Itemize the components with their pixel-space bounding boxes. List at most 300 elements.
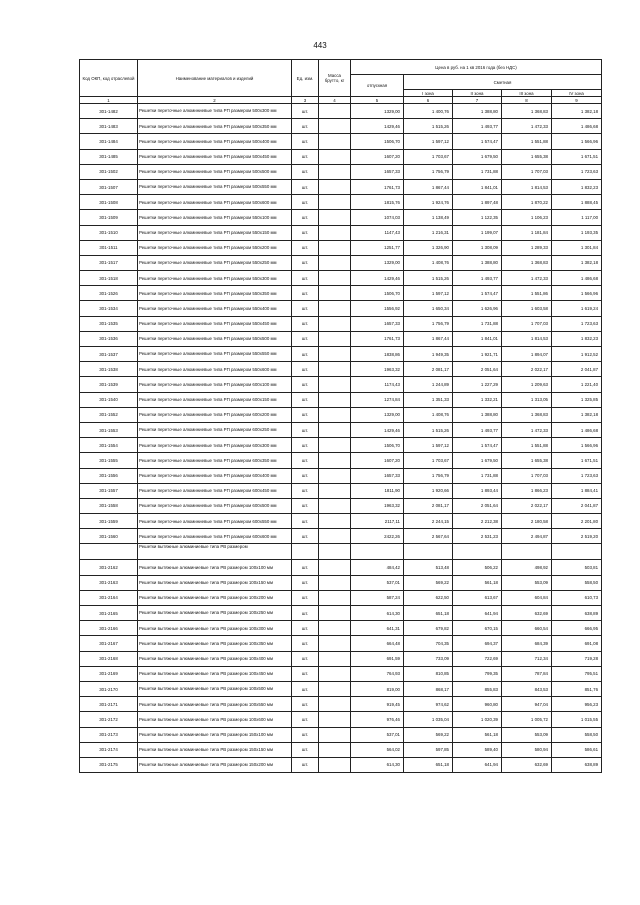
item-release-price: 764,93 <box>351 666 404 681</box>
item-price-zone-2: 855,83 <box>453 681 502 696</box>
table-row <box>80 483 602 498</box>
item-price-zone-1: 679,82 <box>404 621 453 636</box>
item-price-zone-3: 498,92 <box>502 560 552 575</box>
item-release-price: 1329,00 <box>351 255 404 270</box>
header-unit: Ед. изм. <box>292 60 319 97</box>
item-price-zone-3: 553,09 <box>502 575 552 590</box>
item-price-zone-3: 1 866,23 <box>502 483 552 498</box>
item-code: 301-1552 <box>80 407 138 422</box>
item-price-zone-2: 1 493,77 <box>453 422 502 437</box>
item-price-zone-2: 1 388,80 <box>453 255 502 270</box>
item-mass <box>319 757 351 772</box>
item-price-zone-3: 1 472,33 <box>502 119 552 134</box>
item-mass <box>319 195 351 210</box>
item-release-price: 1506,70 <box>351 134 404 149</box>
item-code: 301-1556 <box>80 468 138 483</box>
item-mass <box>319 727 351 742</box>
item-price-zone-1: 1 216,31 <box>404 225 453 240</box>
item-mass <box>319 498 351 513</box>
item-unit: шт. <box>292 666 319 681</box>
item-unit: шт. <box>292 590 319 605</box>
item-unit: шт. <box>292 392 319 407</box>
item-code: 301-2174 <box>80 742 138 757</box>
item-unit: шт. <box>292 575 319 590</box>
item-name: Решетки вытяжные алюминиевые типа РВ размером 100x450 мм <box>138 666 292 681</box>
item-mass <box>319 483 351 498</box>
item-code: 301-1511 <box>80 240 138 255</box>
table-row <box>80 498 602 513</box>
item-release-price: 614,30 <box>351 606 404 621</box>
item-price-zone-1: 1 515,26 <box>404 422 453 437</box>
item-price-zone-2: 641,94 <box>453 606 502 621</box>
page-number: 443 <box>313 41 327 50</box>
item-name: Решетки переточные алюминиевые типа РП размером 500x550 мм <box>138 179 292 194</box>
item-name: Решетки переточные алюминиевые типа РП размером 500x350 мм <box>138 119 292 134</box>
item-name: Решетки вытяжные алюминиевые типа РВ размером 100x550 мм <box>138 697 292 712</box>
item-release-price: 1429,46 <box>351 422 404 437</box>
item-price-zone-3: 1 368,83 <box>502 104 552 119</box>
item-name: Решетки переточные алюминиевые типа РП размером 550x350 мм <box>138 286 292 301</box>
item-release-price: 1429,46 <box>351 119 404 134</box>
table-row <box>80 134 602 149</box>
item-price-zone-3: 1 368,83 <box>502 407 552 422</box>
item-unit: шт. <box>292 606 319 621</box>
item-price-zone-3: 1 894,07 <box>502 347 552 362</box>
item-name: Решетки переточные алюминиевые типа РП размером 600x450 мм <box>138 483 292 498</box>
item-unit: шт. <box>292 422 319 437</box>
item-price-zone-1: 1 650,34 <box>404 301 453 316</box>
item-price-zone-2: 1 574,47 <box>453 134 502 149</box>
item-price-zone-3: 1 106,23 <box>502 210 552 225</box>
item-price-zone-3: 1 472,33 <box>502 271 552 286</box>
item-price-zone-3: 712,34 <box>502 651 552 666</box>
item-price-zone-4: 610,73 <box>552 590 602 605</box>
item-code: 301-2173 <box>80 727 138 742</box>
item-code: 301-1526 <box>80 286 138 301</box>
item-code: 301-1536 <box>80 331 138 346</box>
item-unit: шт. <box>292 742 319 757</box>
item-price-zone-1: 1 597,12 <box>404 438 453 453</box>
item-code: 301-1537 <box>80 347 138 362</box>
item-price-zone-3: 553,09 <box>502 727 552 742</box>
item-name: Решетки переточные алюминиевые типа РП размером 550x300 мм <box>138 271 292 286</box>
item-name: Решетки вытяжные алюминиевые типа РВ размером 150x100 мм <box>138 727 292 742</box>
item-price-zone-3: 580,94 <box>502 742 552 757</box>
item-price-zone-1: 1 408,76 <box>404 255 453 270</box>
table-row <box>80 560 602 575</box>
item-price-zone-2: 1 731,88 <box>453 164 502 179</box>
item-price-zone-4: 1 723,63 <box>552 164 602 179</box>
item-price-zone-1: 2 567,64 <box>404 529 453 544</box>
item-price-zone-1: 1 756,79 <box>404 316 453 331</box>
table-row <box>80 742 602 757</box>
item-price-zone-3: 2 022,17 <box>502 362 552 377</box>
item-release-price: 1147,43 <box>351 225 404 240</box>
item-code: 301-1560 <box>80 529 138 544</box>
item-mass <box>319 560 351 575</box>
item-release-price: 1506,70 <box>351 286 404 301</box>
column-number: 3 <box>292 97 319 104</box>
item-release-price: 1607,20 <box>351 149 404 164</box>
item-price-zone-1: 1 867,44 <box>404 331 453 346</box>
item-price-zone-3: 632,69 <box>502 606 552 621</box>
item-mass <box>319 636 351 651</box>
table-row <box>80 195 602 210</box>
item-unit: шт. <box>292 316 319 331</box>
item-mass <box>319 666 351 681</box>
item-mass <box>319 514 351 529</box>
item-code: 301-1517 <box>80 255 138 270</box>
item-name: Решетки переточные алюминиевые типа РП размером 550x600 мм <box>138 362 292 377</box>
item-price-zone-2: 2 531,23 <box>453 529 502 544</box>
item-price-zone-1: 2 081,17 <box>404 362 453 377</box>
item-price-zone-3: 1 551,88 <box>502 134 552 149</box>
item-code: 301-1557 <box>80 483 138 498</box>
table-row <box>80 438 602 453</box>
item-release-price: 1251,77 <box>351 240 404 255</box>
item-mass <box>319 422 351 437</box>
header-estimate: Сметная <box>404 75 602 90</box>
item-name: Решетки переточные алюминиевые типа РП размером 500x450 мм <box>138 149 292 164</box>
item-price-zone-3: 632,69 <box>502 757 552 772</box>
item-unit: шт. <box>292 712 319 727</box>
item-price-zone-4: 1 382,18 <box>552 104 602 119</box>
item-unit: шт. <box>292 514 319 529</box>
item-mass <box>319 362 351 377</box>
item-price-zone-1: 1 867,44 <box>404 179 453 194</box>
item-code: 301-1509 <box>80 210 138 225</box>
item-mass <box>319 164 351 179</box>
header-zone-2: II зона <box>453 90 502 97</box>
item-unit: шт. <box>292 468 319 483</box>
item-code: 301-2162 <box>80 560 138 575</box>
item-price-zone-1: 651,18 <box>404 606 453 621</box>
item-mass <box>319 149 351 164</box>
item-price-zone-1: 569,22 <box>404 727 453 742</box>
item-mass <box>319 331 351 346</box>
table-row <box>80 422 602 437</box>
table-row <box>80 681 602 696</box>
item-price-zone-4: 1 723,63 <box>552 468 602 483</box>
item-code: 301-2170 <box>80 681 138 696</box>
table-row <box>80 453 602 468</box>
item-unit: шт. <box>292 453 319 468</box>
item-price-zone-2: 561,18 <box>453 727 502 742</box>
item-code: 301-1553 <box>80 422 138 437</box>
item-price-zone-2: 1 493,77 <box>453 119 502 134</box>
item-price-zone-1: 1 756,79 <box>404 468 453 483</box>
item-unit: шт. <box>292 195 319 210</box>
item-name: Решетки переточные алюминиевые типа РП размером 500x300 мм <box>138 104 292 119</box>
table-row <box>80 286 602 301</box>
item-price-zone-4: 2 201,80 <box>552 514 602 529</box>
item-price-zone-4: 795,51 <box>552 666 602 681</box>
item-price-zone-2: 1 199,07 <box>453 225 502 240</box>
item-price-zone-1: 622,50 <box>404 590 453 605</box>
item-price-zone-2: 1 493,77 <box>453 271 502 286</box>
item-price-zone-3: 843,53 <box>502 681 552 696</box>
item-mass <box>319 347 351 362</box>
header-name: Наименование материалов и изделий <box>138 60 292 97</box>
item-price-zone-1: 1 138,49 <box>404 210 453 225</box>
section-title: Решетки вытяжные алюминиевые типа РВ размером <box>138 544 292 560</box>
header-zone-1: I зона <box>404 90 453 97</box>
item-unit: шт. <box>292 757 319 772</box>
item-price-zone-4: 1 117,00 <box>552 210 602 225</box>
item-name: Решетки переточные алюминиевые типа РП размером 500x600 мм <box>138 195 292 210</box>
item-price-zone-1: 704,35 <box>404 636 453 651</box>
item-name: Решетки переточные алюминиевые типа РП размером 550x250 мм <box>138 255 292 270</box>
item-unit: шт. <box>292 681 319 696</box>
item-mass <box>319 606 351 621</box>
item-unit: шт. <box>292 362 319 377</box>
table-row <box>80 468 602 483</box>
item-code: 301-2164 <box>80 590 138 605</box>
item-mass <box>319 529 351 544</box>
item-release-price: 1963,32 <box>351 498 404 513</box>
item-unit: шт. <box>292 347 319 362</box>
item-release-price: 1329,00 <box>351 407 404 422</box>
item-release-price: 819,00 <box>351 681 404 696</box>
item-price-zone-1: 868,17 <box>404 681 453 696</box>
item-price-zone-2: 1 332,21 <box>453 392 502 407</box>
item-price-zone-2: 1 841,01 <box>453 331 502 346</box>
item-price-zone-2: 561,18 <box>453 575 502 590</box>
item-price-zone-3: 1 551,88 <box>502 438 552 453</box>
item-code: 301-1558 <box>80 498 138 513</box>
item-price-zone-1: 1 703,67 <box>404 453 453 468</box>
item-price-zone-4: 1 832,23 <box>552 331 602 346</box>
item-code: 301-1554 <box>80 438 138 453</box>
item-price-zone-4: 2 041,87 <box>552 362 602 377</box>
item-price-zone-4: 1 325,85 <box>552 392 602 407</box>
item-price-zone-4: 1 912,52 <box>552 347 602 362</box>
table-row <box>80 651 602 666</box>
header-release: отпускная <box>351 75 404 97</box>
item-price-zone-4: 1 671,51 <box>552 149 602 164</box>
item-release-price: 1074,03 <box>351 210 404 225</box>
item-price-zone-2: 1 897,48 <box>453 195 502 210</box>
item-price-zone-3: 787,84 <box>502 666 552 681</box>
item-price-zone-4: 558,50 <box>552 727 602 742</box>
table-row <box>80 255 602 270</box>
table-row <box>80 225 602 240</box>
table-row <box>80 590 602 605</box>
item-mass <box>319 271 351 286</box>
item-mass <box>319 316 351 331</box>
item-name: Решетки вытяжные алюминиевые типа РВ размером 150x200 мм <box>138 757 292 772</box>
item-code: 301-1483 <box>80 119 138 134</box>
item-price-zone-1: 1 351,33 <box>404 392 453 407</box>
item-price-zone-4: 558,50 <box>552 575 602 590</box>
item-name: Решетки вытяжные алюминиевые типа РВ размером 100x500 мм <box>138 681 292 696</box>
item-code: 301-2172 <box>80 712 138 727</box>
item-price-zone-1: 597,85 <box>404 742 453 757</box>
table-row <box>80 104 602 119</box>
item-price-zone-4: 666,95 <box>552 621 602 636</box>
item-price-zone-4: 691,08 <box>552 636 602 651</box>
item-code: 301-1482 <box>80 104 138 119</box>
item-name: Решетки вытяжные алюминиевые типа РВ размером 100x150 мм <box>138 575 292 590</box>
item-unit: шт. <box>292 560 319 575</box>
item-release-price: 664,48 <box>351 636 404 651</box>
item-release-price: 919,45 <box>351 697 404 712</box>
item-release-price: 1506,70 <box>351 438 404 453</box>
item-release-price: 2422,26 <box>351 529 404 544</box>
item-unit: шт. <box>292 621 319 636</box>
table-row <box>80 529 602 544</box>
table-body-rp <box>80 104 602 544</box>
item-price-zone-3: 1 551,86 <box>502 286 552 301</box>
item-price-zone-3: 604,84 <box>502 590 552 605</box>
item-price-zone-2: 1 841,01 <box>453 179 502 194</box>
item-mass <box>319 468 351 483</box>
table-row <box>80 331 602 346</box>
item-mass <box>319 286 351 301</box>
item-price-zone-3: 1 870,22 <box>502 195 552 210</box>
item-unit: шт. <box>292 164 319 179</box>
item-price-zone-3: 1 655,38 <box>502 149 552 164</box>
item-name: Решетки переточные алюминиевые типа РП размером 600x250 мм <box>138 422 292 437</box>
item-price-zone-4: 2 519,20 <box>552 529 602 544</box>
item-price-zone-3: 660,54 <box>502 621 552 636</box>
item-code: 301-2169 <box>80 666 138 681</box>
table-row <box>80 377 602 392</box>
item-unit: шт. <box>292 697 319 712</box>
item-price-zone-3: 1 181,84 <box>502 225 552 240</box>
item-unit: шт. <box>292 407 319 422</box>
item-unit: шт. <box>292 119 319 134</box>
item-code: 301-1518 <box>80 271 138 286</box>
item-code: 301-2175 <box>80 757 138 772</box>
item-mass <box>319 104 351 119</box>
item-price-zone-1: 810,85 <box>404 666 453 681</box>
item-release-price: 1274,84 <box>351 392 404 407</box>
item-price-zone-3: 1 707,03 <box>502 468 552 483</box>
item-code: 301-1484 <box>80 134 138 149</box>
item-price-zone-2: 1 921,71 <box>453 347 502 362</box>
item-release-price: 614,30 <box>351 757 404 772</box>
item-release-price: 1963,32 <box>351 362 404 377</box>
item-price-zone-2: 506,22 <box>453 560 502 575</box>
item-price-zone-2: 799,35 <box>453 666 502 681</box>
item-price-zone-1: 1 924,76 <box>404 195 453 210</box>
item-mass <box>319 301 351 316</box>
item-price-zone-4: 1 221,40 <box>552 377 602 392</box>
table-row <box>80 240 602 255</box>
item-code: 301-1534 <box>80 301 138 316</box>
item-unit: шт. <box>292 529 319 544</box>
item-price-zone-1: 974,62 <box>404 697 453 712</box>
item-price-zone-4: 1 884,41 <box>552 483 602 498</box>
item-name: Решетки переточные алюминиевые типа РП размером 600x100 мм <box>138 377 292 392</box>
table-row <box>80 392 602 407</box>
item-name: Решетки вытяжные алюминиевые типа РВ размером 100x600 мм <box>138 712 292 727</box>
table-row <box>80 347 602 362</box>
item-price-zone-3: 1 289,33 <box>502 240 552 255</box>
item-release-price: 641,31 <box>351 621 404 636</box>
item-code: 301-1538 <box>80 362 138 377</box>
table-row <box>80 316 602 331</box>
item-name: Решетки переточные алюминиевые типа РП размером 550x550 мм <box>138 347 292 362</box>
item-unit: шт. <box>292 271 319 286</box>
item-name: Решетки переточные алюминиевые типа РП размером 600x400 мм <box>138 468 292 483</box>
item-release-price: 691,59 <box>351 651 404 666</box>
item-mass <box>319 453 351 468</box>
item-price-zone-3: 1 368,83 <box>502 255 552 270</box>
section-row <box>80 544 602 560</box>
item-release-price: 1556,92 <box>351 301 404 316</box>
item-price-zone-1: 1 035,04 <box>404 712 453 727</box>
item-mass <box>319 179 351 194</box>
item-price-zone-2: 1 679,50 <box>453 149 502 164</box>
item-mass <box>319 210 351 225</box>
item-price-zone-2: 1 679,50 <box>453 453 502 468</box>
item-price-zone-3: 1 313,05 <box>502 392 552 407</box>
item-price-zone-4: 2 041,87 <box>552 498 602 513</box>
item-mass <box>319 255 351 270</box>
item-price-zone-2: 694,37 <box>453 636 502 651</box>
item-price-zone-2: 2 051,64 <box>453 498 502 513</box>
table-row <box>80 575 602 590</box>
header-zone-3: III зона <box>502 90 552 97</box>
column-number: 2 <box>138 97 292 104</box>
table-row <box>80 271 602 286</box>
item-unit: шт. <box>292 149 319 164</box>
item-price-zone-1: 1 703,67 <box>404 149 453 164</box>
item-price-zone-3: 1 814,53 <box>502 179 552 194</box>
item-name: Решетки вытяжные алюминиевые типа РВ размером 100x300 мм <box>138 621 292 636</box>
table-row <box>80 636 602 651</box>
item-price-zone-4: 1 888,45 <box>552 195 602 210</box>
item-unit: шт. <box>292 240 319 255</box>
item-release-price: 564,02 <box>351 742 404 757</box>
item-name: Решетки переточные алюминиевые типа РП размером 600x200 мм <box>138 407 292 422</box>
item-mass <box>319 377 351 392</box>
item-release-price: 1657,33 <box>351 316 404 331</box>
table-row <box>80 210 602 225</box>
item-price-zone-4: 586,61 <box>552 742 602 757</box>
item-mass <box>319 119 351 134</box>
column-number: 4 <box>319 97 351 104</box>
item-release-price: 2117,11 <box>351 514 404 529</box>
table-row <box>80 666 602 681</box>
item-release-price: 1657,33 <box>351 164 404 179</box>
table-row <box>80 407 602 422</box>
item-price-zone-2: 1 626,96 <box>453 301 502 316</box>
table-row <box>80 712 602 727</box>
item-name: Решетки вытяжные алюминиевые типа РВ размером 100x100 мм <box>138 560 292 575</box>
item-price-zone-1: 1 515,26 <box>404 271 453 286</box>
item-mass <box>319 225 351 240</box>
item-price-zone-1: 513,48 <box>404 560 453 575</box>
item-name: Решетки переточные алюминиевые типа РП размером 550x500 мм <box>138 331 292 346</box>
item-code: 301-1508 <box>80 195 138 210</box>
item-release-price: 1657,33 <box>351 468 404 483</box>
header-price-group: Цена в руб. на 1 кв 2016 года (без НДС) <box>351 60 602 75</box>
item-price-zone-4: 1 566,96 <box>552 438 602 453</box>
item-release-price: 1429,46 <box>351 271 404 286</box>
table-row <box>80 621 602 636</box>
item-mass <box>319 681 351 696</box>
table-row <box>80 301 602 316</box>
table-row <box>80 179 602 194</box>
item-price-zone-4: 1 382,18 <box>552 255 602 270</box>
item-unit: шт. <box>292 636 319 651</box>
item-unit: шт. <box>292 377 319 392</box>
item-unit: шт. <box>292 134 319 149</box>
item-price-zone-2: 1 122,35 <box>453 210 502 225</box>
